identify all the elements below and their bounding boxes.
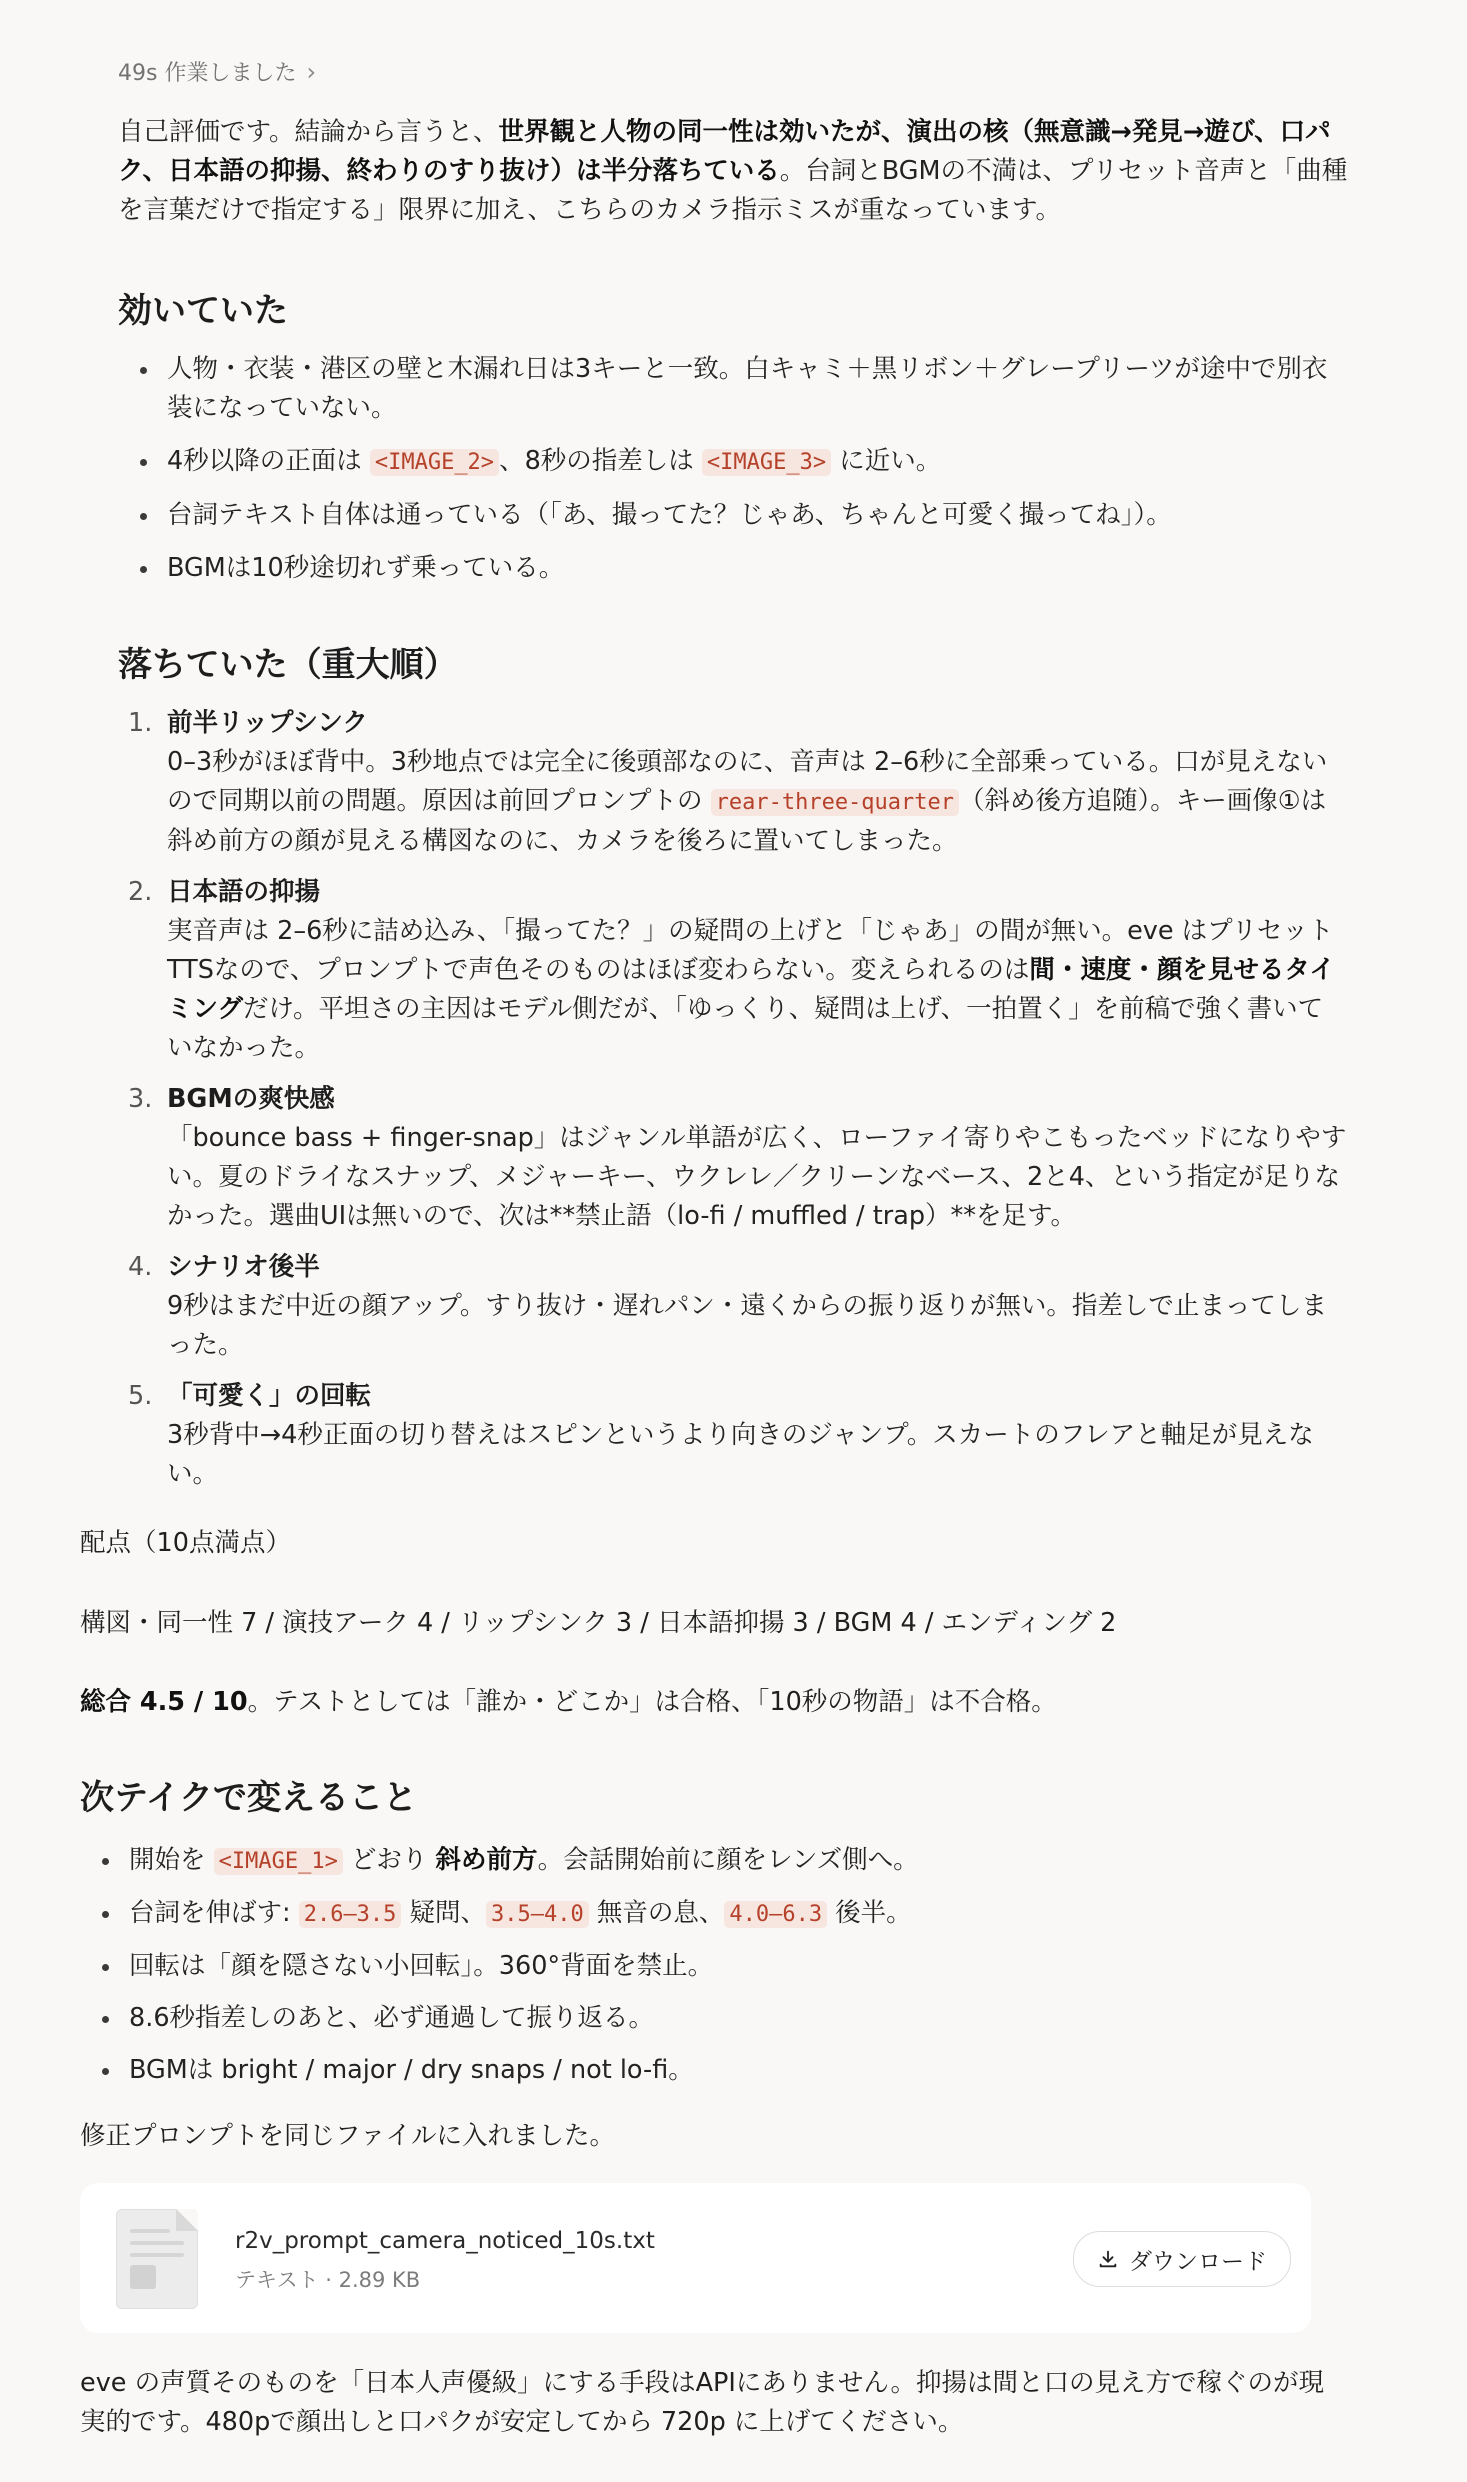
final-note: eve の声質そのものを「日本人声優級」にする手段はAPIにありません。抑揚は間と口の見え方で稼ぐのが現実的です。480pで顔出しと口パクが安定してから 720p に上げてください。 xyxy=(80,2368,1324,2437)
list-item xyxy=(118,549,1348,588)
download-label: ダウンロード xyxy=(1129,2248,1267,2275)
list-item-desc: 9秒はまだ中近の顔アップ。すり抜け・遅れパン・遠くからの振り返りが無い。指差しで止まってしまった。 xyxy=(167,1291,1327,1360)
list-item-title: BGMの爽快感 xyxy=(167,1084,335,1114)
list-item-text: 回転は「顔を隠さない小回転」。360°背面を禁止。 xyxy=(129,1951,714,1981)
inline-code: <IMAGE_3> xyxy=(702,449,831,476)
list-item-desc: 3秒背中→4秒正面の切り替えはスピンというより向きのジャンプ。スカートのフレアと軸足が見えない。 xyxy=(167,1420,1314,1489)
inline-code: rear-three-quarter xyxy=(711,789,959,816)
list-item xyxy=(80,2051,1350,2090)
list-number: 2. xyxy=(128,877,153,907)
list-item-bold: 斜め前方 xyxy=(435,1845,538,1875)
list-item-title: シナリオ後半 xyxy=(167,1252,320,1282)
worked-label: 49s 作業しました xyxy=(118,61,297,86)
desc-text: だけ。平坦さの主因はモデル側だが、「ゆっくり、疑問は上げ、一拍置く」を前稿で強く書いていなかった。 xyxy=(167,994,1324,1063)
saved-note: 修正プロンプトを同じファイルに入れました。 xyxy=(80,2121,615,2151)
list-item-desc xyxy=(167,912,1348,1068)
intro-text: 自己評価です。結論から言うと、 xyxy=(118,117,499,147)
list-item-text: 、8秒の指差しは xyxy=(499,446,702,476)
score-breakdown: 構図・同一性 7 / 演技アーク 4 / リップシンク 3 / 日本語抑揚 3 / BGM 4 / エンディング 2 xyxy=(80,1608,1117,1638)
list-item xyxy=(118,442,1348,482)
intro-text-2: 。台詞とBGMの不満は、プリセット音声と「曲種を言葉だけで指定する」限界に加え、こちらのカメラ指示ミスが重なっています。 xyxy=(118,156,1348,225)
list-item-text: 開始を xyxy=(129,1845,214,1875)
list-item-text: 後半。 xyxy=(827,1898,912,1928)
worked-toggle[interactable] xyxy=(118,56,316,87)
download-button[interactable] xyxy=(1073,2231,1291,2287)
desc-text: 実音声は 2–6秒に詰め込み、「撮ってた？」の疑問の上げと「じゃあ」の間が無い。eve はプリセットTTSなので、プロンプトで声色そのものはほぼ変わらない。変えられるのは xyxy=(167,916,1334,985)
list-item-title: 「可愛く」の回転 xyxy=(167,1381,372,1411)
list-number: 1. xyxy=(128,708,153,738)
desc-text: 0–3秒がほぼ背中。3秒地点では完全に後頭部なのに、音声は 2–6秒に全部乗っている。口が見えないので同期以前の問題。原因は前回プロンプトの xyxy=(167,747,1328,816)
list-item xyxy=(80,1894,1350,1934)
score-label: 配点（10点満点） xyxy=(80,1528,291,1558)
intro-paragraph xyxy=(118,113,1348,230)
list-item-text: 人物・衣装・港区の壁と木漏れ日は3キーと一致。白キャミ＋黒リボン＋グレープリーツが途中で別衣装になっていない。 xyxy=(167,354,1328,423)
chevron-right-icon: › xyxy=(306,57,317,86)
fails-list xyxy=(118,704,1348,1506)
file-meta: テキスト · 2.89 KB xyxy=(235,2268,421,2292)
list-item xyxy=(80,1947,1350,1986)
list-item xyxy=(118,704,1348,861)
file-name: r2v_prompt_camera_noticed_10s.txt xyxy=(235,2228,655,2254)
list-item xyxy=(118,350,1348,428)
file-attachment-card[interactable] xyxy=(80,2183,1311,2333)
score-total-bold: 総合 4.5 / 10 xyxy=(80,1687,248,1717)
list-item xyxy=(118,1377,1348,1494)
intro-bold: 世界観と人物の同一性は効いたが、演出の核（無意識→発見→遊び、口パク、日本語の抑揚、終わりのすり抜け）は半分落ちている xyxy=(118,117,1331,186)
score-total xyxy=(80,1683,1057,1722)
list-item xyxy=(118,496,1348,535)
desc-text: （斜め後方追随）。キー画像①は斜め前方の顔が見える構図なのに、カメラを後ろに置いてしまった。 xyxy=(167,786,1327,856)
list-item-desc xyxy=(167,743,1348,861)
list-item-text: BGMは10秒途切れず乗っている。 xyxy=(167,553,565,583)
list-item-text: BGMは bright / major / dry snaps / not lo-fi。 xyxy=(129,2055,694,2085)
inline-code: <IMAGE_1> xyxy=(214,1848,343,1875)
inline-code: 3.5–4.0 xyxy=(486,1901,589,1928)
list-number: 5. xyxy=(128,1381,153,1411)
list-item-text: 。会話開始前に顔をレンズ側へ。 xyxy=(537,1845,919,1875)
list-item-text: 台詞テキスト自体は通っている（「あ、撮ってた？じゃあ、ちゃんと可愛く撮ってね」）。 xyxy=(167,500,1172,530)
list-item-text: に近い。 xyxy=(831,446,942,476)
heading-next: 次テイクで変えること xyxy=(80,1778,417,1818)
heading-works: 効いていた xyxy=(118,291,288,331)
next-list xyxy=(80,1841,1350,2103)
text-file-icon xyxy=(116,2209,198,2309)
download-icon xyxy=(1097,2248,1119,2270)
list-number: 4. xyxy=(128,1252,153,1282)
list-item xyxy=(118,873,1348,1068)
list-item xyxy=(80,1841,1350,1881)
score-total-text: 。テストとしては「誰か・どこか」は合格、「10秒の物語」は不合格。 xyxy=(247,1687,1057,1717)
list-item-desc: 「bounce bass + finger-snap」はジャンル単語が広く、ローファイ寄りやこもったベッドになりやすい。夏のドライなスナップ、メジャーキー、ウクレレ／クリーンなベース、2と4、という指定が足りなかった。選曲UIは無いので、次は**禁止語（lo-fi / muffled / trap）**を足す。 xyxy=(167,1123,1347,1231)
list-item-title: 日本語の抑揚 xyxy=(167,877,321,907)
list-item-text: 台詞を伸ばす: xyxy=(129,1898,299,1928)
list-item-title: 前半リップシンク xyxy=(167,708,368,738)
list-item-text: 疑問、 xyxy=(401,1898,487,1928)
list-number: 3. xyxy=(128,1084,153,1114)
list-item-text: どおり xyxy=(342,1845,436,1875)
heading-fails: 落ちていた（重大順） xyxy=(118,645,458,685)
inline-code: <IMAGE_2> xyxy=(370,449,499,476)
list-item xyxy=(118,1080,1348,1236)
inline-code: 2.6–3.5 xyxy=(299,1901,402,1928)
list-item-text: 4秒以降の正面は xyxy=(167,446,370,476)
list-item-text: 無音の息、 xyxy=(588,1898,725,1928)
list-item-text: 8.6秒指差しのあと、必ず通過して振り返る。 xyxy=(129,2003,655,2033)
list-item xyxy=(118,1248,1348,1365)
works-list xyxy=(118,350,1348,602)
inline-code: 4.0–6.3 xyxy=(724,1901,827,1928)
list-item xyxy=(80,1999,1350,2038)
desc-bold: 間・速度・顔を見せるタイミング xyxy=(167,955,1335,1024)
